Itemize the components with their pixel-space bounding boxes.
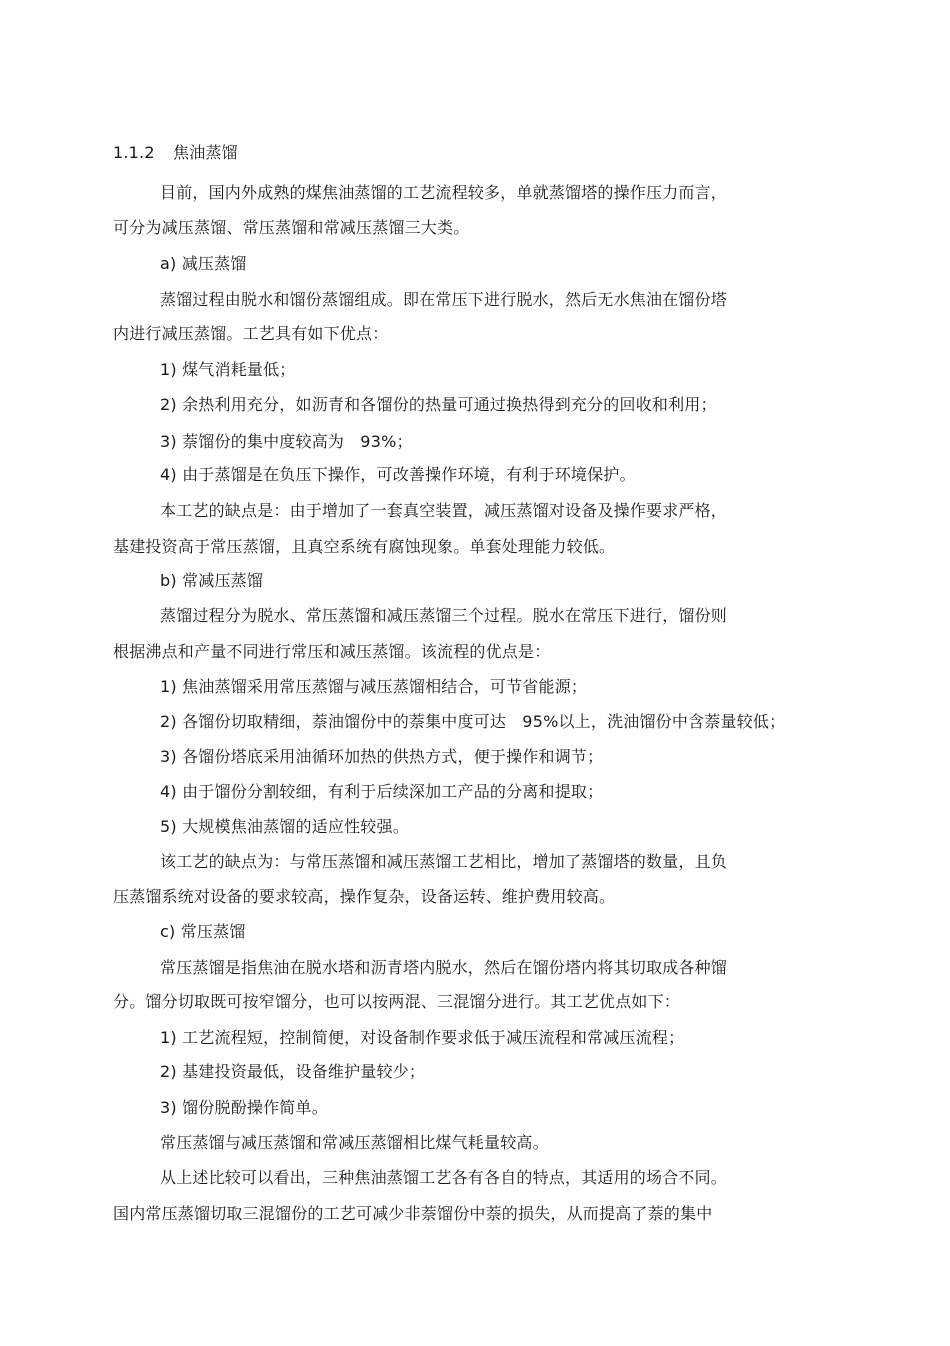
paragraph-line: 可分为减压蒸馏、常压蒸馏和常减压蒸馏三大类。 (113, 218, 470, 237)
paragraph-line: 分。馏分切取既可按窄馏分，也可以按两混、三混馏分进行。其工艺优点如下： (113, 992, 681, 1011)
section-title: 焦油蒸馏 (173, 143, 238, 162)
list-item: 1) 工艺流程短，控制简便，对设备制作要求低于减压流程和常减压流程； (160, 1028, 685, 1047)
subsection-heading: a) 减压蒸馏 (160, 254, 247, 273)
list-item: 4) 由于馏份分割较细，有利于后续深加工产品的分离和提取； (160, 782, 604, 801)
list-item: 3) 各馏份塔底采用油循环加热的供热方式，便于操作和调节； (160, 747, 604, 766)
list-item: 2) 余热利用充分，如沥青和各馏份的热量可通过换热得到充分的回收和利用； (160, 395, 717, 414)
paragraph-line: 本工艺的缺点是：由于增加了一套真空装置，减压蒸馏对设备及操作要求严格， (160, 501, 728, 520)
paragraph-line: 常压蒸馏是指焦油在脱水塔和沥青塔内脱水，然后在馏份塔内将其切取成各种馏 (160, 958, 728, 977)
paragraph-line: 蒸馏过程分为脱水、常压蒸馏和减压蒸馏三个过程。脱水在常压下进行，馏份则 (160, 606, 728, 625)
list-item: 4) 由于蒸馏是在负压下操作，可改善操作环境，有利于环境保护。 (160, 465, 636, 484)
paragraph-line: 基建投资高于常压蒸馏，且真空系统有腐蚀现象。单套处理能力较低。 (113, 537, 616, 556)
list-item: 3) 馏份脱酚操作简单。 (160, 1098, 328, 1117)
subsection-heading: c) 常压蒸馏 (160, 922, 246, 941)
paragraph-line: 常压蒸馏与减压蒸馏和常减压蒸馏相比煤气耗量较高。 (160, 1133, 549, 1152)
list-item: 2) 基建投资最低，设备维护量较少； (160, 1062, 426, 1081)
subsection-heading: b) 常减压蒸馏 (160, 571, 264, 590)
section-heading (113, 143, 238, 163)
paragraph-line: 根据沸点和产量不同进行常压和减压蒸馏。该流程的优点是： (113, 642, 551, 661)
paragraph-line: 该工艺的缺点为：与常压蒸馏和减压蒸馏工艺相比，增加了蒸馏塔的数量，且负 (160, 852, 728, 871)
paragraph-line: 内进行减压蒸馏。工艺具有如下优点： (113, 324, 389, 343)
paragraph-line: 蒸馏过程由脱水和馏份蒸馏组成。即在常压下进行脱水，然后无水焦油在馏份塔 (160, 290, 728, 309)
list-item: 1) 煤气消耗量低； (160, 360, 296, 379)
paragraph-line: 从上述比较可以看出，三种焦油蒸馏工艺各有各自的特点，其适用的场合不同。 (160, 1168, 728, 1187)
paragraph-line: 压蒸馏系统对设备的要求较高，操作复杂，设备运转、维护费用较高。 (113, 887, 616, 906)
paragraph-line: 目前，国内外成熟的煤焦油蒸馏的工艺流程较多，单就蒸馏塔的操作压力而言， (160, 183, 728, 202)
list-item: 3) 萘馏份的集中度较高为 93%； (160, 432, 413, 451)
section-number: 1.1.2 (113, 143, 155, 162)
list-item: 1) 焦油蒸馏采用常压蒸馏与减压蒸馏相结合，可节省能源； (160, 677, 588, 696)
paragraph-line: 国内常压蒸馏切取三混馏份的工艺可减少非萘馏份中萘的损失，从而提高了萘的集中 (113, 1204, 713, 1223)
list-item: 2) 各馏份切取精细，萘油馏份中的萘集中度可达 95%以上，洗油馏份中含萘量较低； (160, 712, 786, 731)
list-item: 5) 大规模焦油蒸馏的适应性较强。 (160, 817, 409, 836)
